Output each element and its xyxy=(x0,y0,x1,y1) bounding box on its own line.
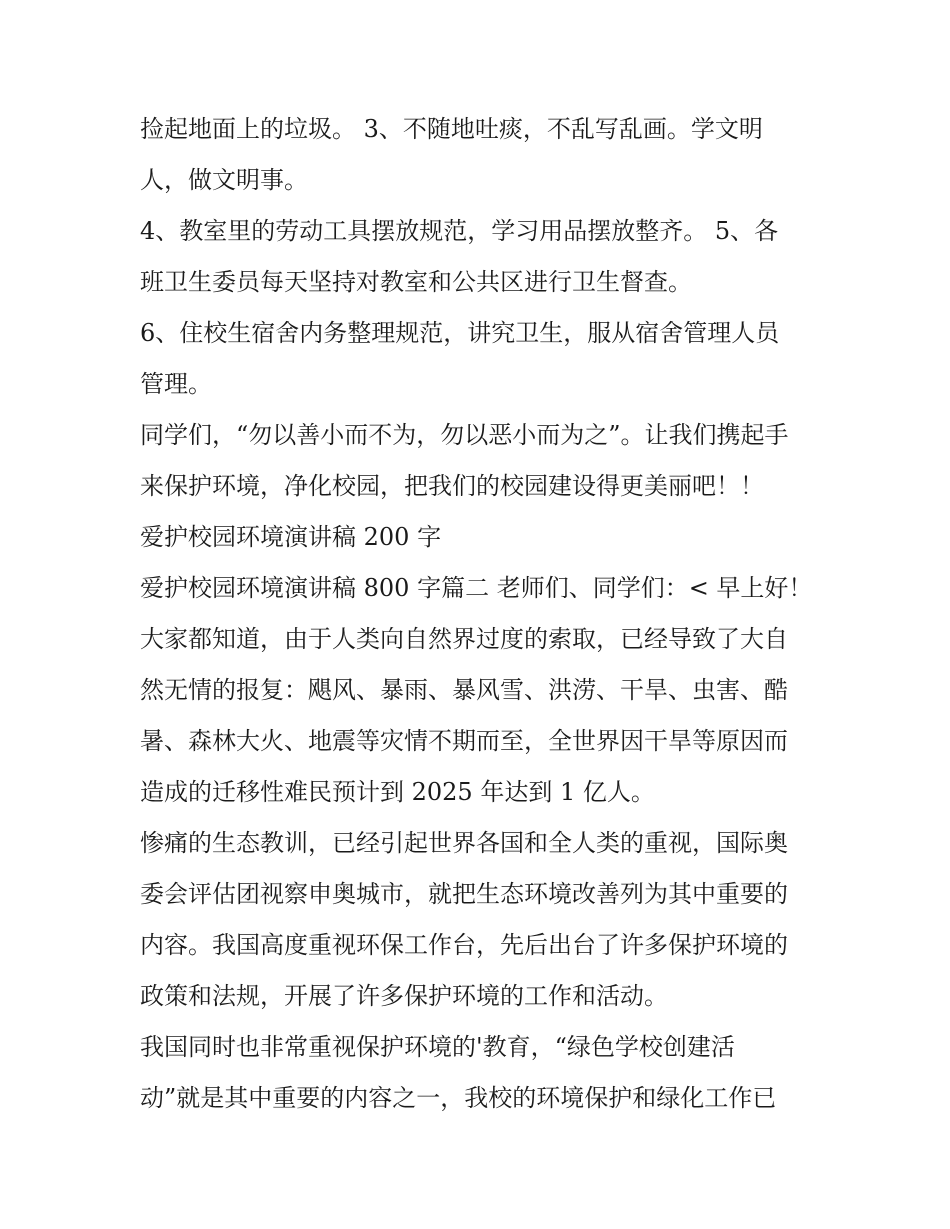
text-line: 造成的迁移性难民预计到 2025 年达到 1 亿人。 xyxy=(140,778,655,806)
text-line: 暑、森林大火、地震等灾情不期而至，全世界因干旱等原因而 xyxy=(140,727,788,755)
section-title xyxy=(140,512,820,563)
paragraph-3 xyxy=(140,308,820,410)
paragraph-5 xyxy=(140,563,820,818)
text-line: 6、住校生宿舍内务整理规范，讲究卫生，服从宿舍管理人员 xyxy=(140,319,780,347)
paragraph-2 xyxy=(140,206,820,308)
text-line: 委会评估团视察申奥城市，就把生态环境改善列为其中重要的 xyxy=(140,880,788,908)
paragraph-7 xyxy=(140,1022,820,1124)
text-line: 人，做文明事。 xyxy=(140,166,308,194)
text-line: 4、教室里的劳动工具摆放规范，学习用品摆放整齐。 5、各 xyxy=(140,217,779,245)
text-line: 然无情的报复：飓风、暴雨、暴风雪、洪涝、干旱、虫害、酷 xyxy=(140,676,788,704)
document-body xyxy=(140,104,820,1124)
text-line: 动”就是其中重要的内容之一，我校的环境保护和绿化工作已 xyxy=(140,1084,777,1112)
text-line: 来保护环境，净化校园，把我们的校园建设得更美丽吧！！ xyxy=(140,472,764,500)
text-line: 我国同时也非常重视保护环境的'教育，“绿色学校创建活 xyxy=(140,1033,735,1061)
paragraph-1 xyxy=(140,104,820,206)
text-line: 班卫生委员每天坚持对教室和公共区进行卫生督查。 xyxy=(140,268,692,296)
text-line: 大家都知道，由于人类向自然界过度的索取，已经导致了大自 xyxy=(140,625,788,653)
text-line: 捡起地面上的垃圾。 3、不随地吐痰，不乱写乱画。学文明 xyxy=(140,115,763,143)
paragraph-4 xyxy=(140,410,820,512)
text-line: 内容。我国高度重视环保工作台，先后出台了许多保护环境的 xyxy=(140,931,788,959)
text-line: 同学们，“勿以善小而不为，勿以恶小而为之”。让我们携起手 xyxy=(140,421,789,449)
text-line: 管理。 xyxy=(140,370,212,398)
text-line: 爱护校园环境演讲稿 800 字篇二 老师们、同学们：< 早上好！ xyxy=(140,574,813,602)
text-line: 政策和法规，开展了许多保护环境的工作和活动。 xyxy=(140,982,668,1010)
paragraph-6 xyxy=(140,818,820,1022)
text-line: 惨痛的生态教训，已经引起世界各国和全人类的重视，国际奥 xyxy=(140,829,788,857)
text-line: 爱护校园环境演讲稿 200 字 xyxy=(140,523,442,551)
